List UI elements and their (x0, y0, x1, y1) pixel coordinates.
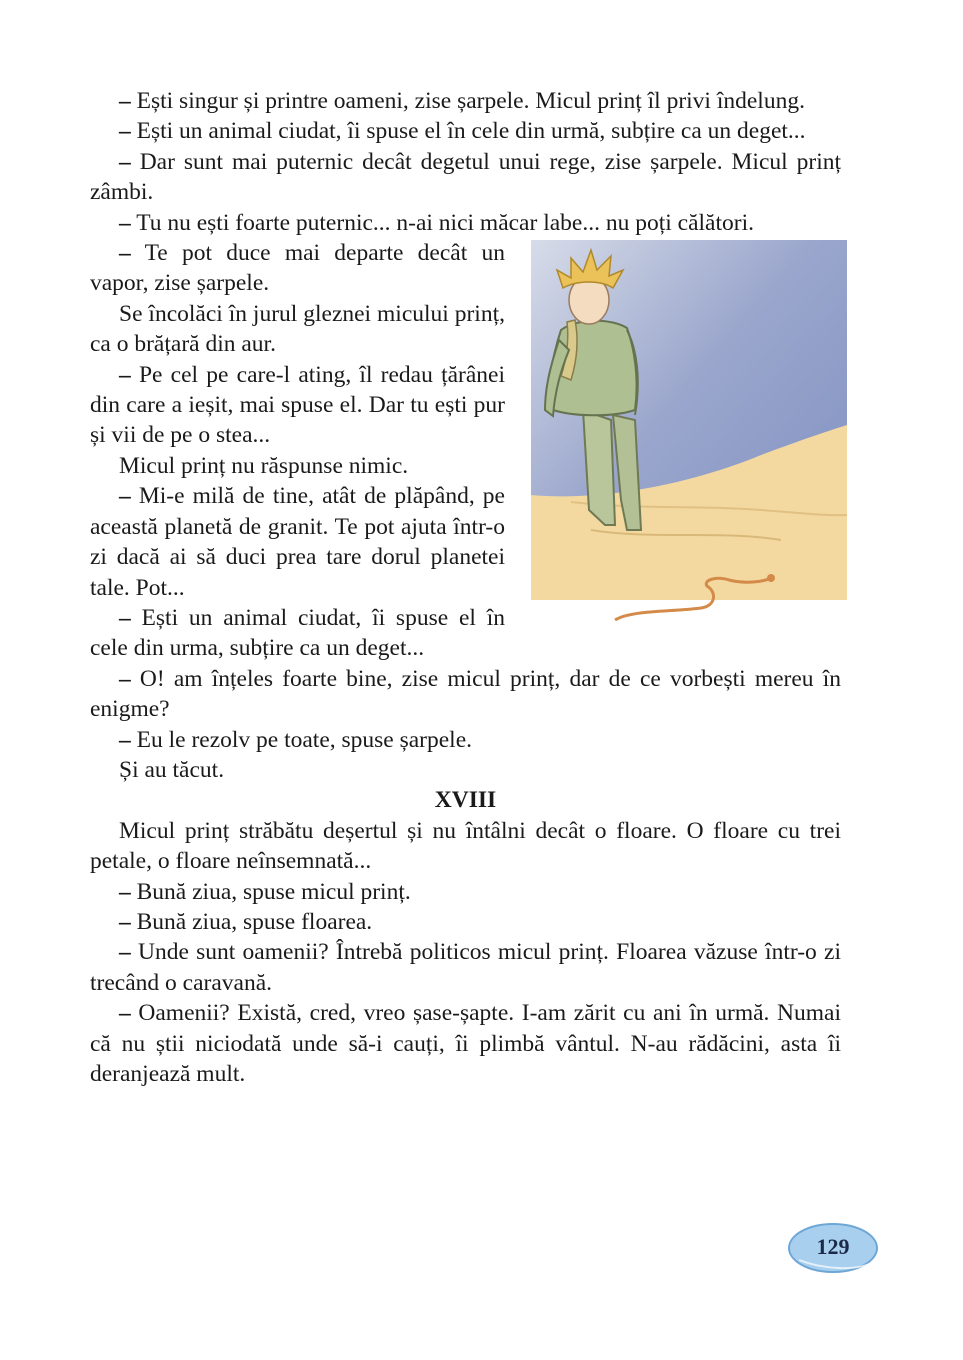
paragraph: – O! am înțeles foarte bine, zise micul prinț, dar de ce vorbești mereu în enigme? (90, 665, 841, 723)
little-prince-illustration (531, 240, 847, 624)
little-prince-drawing (531, 240, 847, 624)
paragraph: – Tu nu ești foarte puternic... n-ai nici măcar labe... nu poți călători. (119, 209, 754, 236)
paragraph: – Bună ziua, spuse floarea. (119, 908, 373, 935)
paragraph: – Ești un animal ciudat, îi spuse el în cele din urma, subțire ca un deget... (90, 604, 505, 662)
page-body (90, 86, 841, 1089)
paragraph: – Te pot duce mai departe decât un vapor, zise șarpele. (90, 240, 505, 297)
paragraph: Și au tăcut. (119, 756, 225, 783)
paragraph: – Ești singur și printre oameni, zise șarpele. Micul prinț îl privi îndelung. (119, 88, 805, 114)
paragraph: – Unde sunt oamenii? Întrebă politicos micul prinț. Floarea văzuse într-o zi trecând o caravană. (90, 939, 841, 996)
paragraph: – Bună ziua, spuse micul prinț. (119, 878, 411, 905)
paragraph: Se încolăci în jurul gleznei micului prinț, ca o brățară din aur. (90, 300, 505, 358)
chapter-heading: XVIII (434, 787, 497, 814)
page-number-badge (785, 1220, 881, 1276)
paragraph: – Mi-e milă de tine, atât de plăpând, pe această planetă de granit. Te pot ajuta într-o zi dacă ai să duci prea tare dorul planetei tale. Pot... (90, 483, 505, 601)
paragraph: Micul prinț străbătu deșertul și nu întâlni decât o floare. O floare cu trei petale, o floare neînsemnată... (90, 817, 841, 875)
paragraph: – Oamenii? Există, cred, vreo șase-șapte. I-am zărit cu ani în urmă. Numai că nu știi niciodată unde să-i cauți, îi plimbă vântul. N-au rădăcini, asta îi deranjează mult. (90, 1000, 841, 1087)
page-number: 129 (816, 1234, 850, 1259)
paragraph: – Pe cel pe care-l ating, îl redau țărânei din care a ieșit, mai spuse el. Dar tu ești pur și vii de pe o stea... (90, 361, 505, 449)
paragraph: – Eu le rezolv pe toate, spuse șarpele. (119, 726, 473, 753)
paragraph: – Dar sunt mai puternic decât degetul unui rege, zise șarpele. Micul prinț zâmbi. (90, 148, 841, 206)
paragraph: Micul prinț nu răspunse nimic. (119, 452, 409, 479)
paragraph: – Ești un animal ciudat, îi spuse el în cele din urmă, subțire ca un deget... (119, 118, 806, 145)
